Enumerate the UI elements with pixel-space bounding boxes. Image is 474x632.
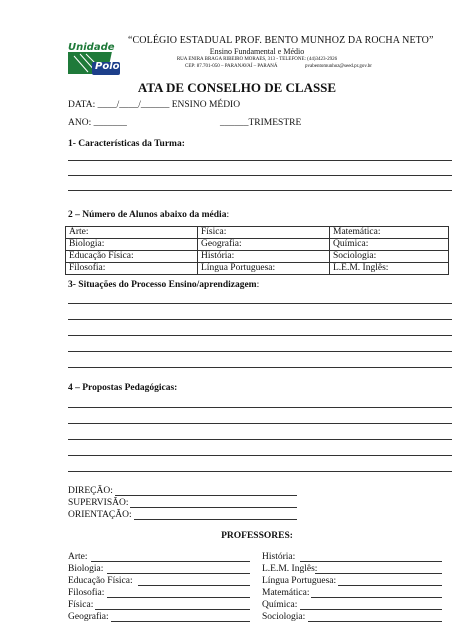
professor-label: L.E.M. Inglês:: [262, 564, 318, 574]
answer-line: [68, 319, 452, 320]
school-level: Ensino Fundamental e Médio: [209, 47, 305, 56]
table-cell: Filosofia:: [66, 263, 198, 275]
direction-signature-line: [115, 495, 297, 496]
school-address: RUA ENIRA BRAGA RIBEIRO MORAES, 313 - TELEFONE: (44)3423-2926: [176, 57, 338, 62]
table-cell: Educação Física:: [66, 251, 198, 263]
table-cell: Língua Portuguesa:: [198, 263, 330, 275]
professor-label: Sociologia:: [262, 612, 306, 622]
section-1-heading: 1- Características da Turma:: [68, 139, 185, 149]
school-name: “COLÉGIO ESTADUAL PROF. BENTO MUNHOZ DA ROCHA NETO”: [128, 35, 434, 46]
answer-line: [68, 303, 452, 304]
logo-bottom-text: Polo: [95, 61, 120, 72]
section-3-heading: [68, 280, 259, 290]
professors-heading: PROFESSORES:: [221, 531, 293, 541]
supervision-label: SUPERVISÃO:: [68, 498, 129, 508]
signature-line: [91, 561, 250, 562]
section-4-heading: 4 – Propostas Pedagógicas:: [68, 383, 178, 393]
professor-label: Geografia:: [68, 612, 109, 622]
direction-label: DIREÇÃO:: [68, 486, 113, 496]
students-below-average-table: [65, 226, 449, 275]
signature-line: [111, 621, 250, 622]
answer-line: [68, 455, 452, 456]
school-email: pvabentomunhoz@seed.pr.gov.br: [305, 64, 372, 69]
page-title: ATA DE CONSELHO DE CLASSE: [137, 80, 337, 95]
signature-line: [308, 621, 442, 622]
table-cell: Sociologia:: [330, 251, 449, 263]
answer-line: [68, 367, 452, 368]
answer-line: [68, 175, 452, 176]
answer-line: [68, 407, 452, 408]
answer-line: [68, 335, 452, 336]
orientation-signature-line: [134, 519, 297, 520]
signature-line: [315, 573, 442, 574]
section-3-heading-text: 3- Situações do Processo Ensino/aprendizagem: [68, 280, 257, 290]
answer-line: [68, 160, 452, 161]
table-cell: Biologia:: [66, 239, 198, 251]
section-2-heading: [68, 210, 229, 220]
table-cell: Matemática:: [330, 227, 449, 239]
signature-line: [300, 561, 442, 562]
answer-line: [68, 423, 452, 424]
professor-label: Educação Física:: [68, 576, 133, 586]
date-field: DATA: ____/____/______ ENSINO MÉDIO: [68, 100, 241, 110]
answer-line: [68, 190, 452, 191]
section-3-colon: :: [256, 280, 260, 290]
year-field: ANO: _______: [68, 118, 127, 128]
answer-line: [68, 471, 452, 472]
answer-line: [68, 439, 452, 440]
signature-line: [311, 597, 442, 598]
professor-label: Filosofia:: [68, 588, 105, 598]
signature-line: [107, 597, 250, 598]
professor-label: Língua Portuguesa:: [262, 576, 337, 586]
professor-label: Matemática:: [262, 588, 310, 598]
professor-label: Biologia:: [68, 564, 104, 574]
table-cell: Arte:: [66, 227, 198, 239]
table-cell: Física:: [198, 227, 330, 239]
table-cell: L.E.M. Inglês:: [330, 263, 449, 275]
signature-line: [107, 573, 250, 574]
answer-line: [68, 351, 452, 352]
orientation-label: ORIENTAÇÃO:: [68, 510, 132, 520]
table-row: [66, 251, 449, 263]
school-cep: CEP: 87.701-050 – PARANAVAÍ – PARANÁ: [185, 64, 278, 69]
table-row: [66, 239, 449, 251]
table-cell: História:: [198, 251, 330, 263]
professor-label: Química:: [262, 600, 298, 610]
professor-label: Física:: [68, 600, 94, 610]
signature-line: [95, 609, 250, 610]
trimester-field: ______TRIMESTRE: [220, 118, 302, 128]
table-row: [66, 263, 449, 275]
professor-label: História:: [262, 552, 296, 562]
table-cell: Geografia:: [198, 239, 330, 251]
table-cell: Química:: [330, 239, 449, 251]
section-2-heading-text: 2 – Número de Alunos abaixo da média: [68, 210, 227, 220]
logo-top-text: Unidade: [68, 42, 115, 53]
signature-line: [300, 609, 442, 610]
table-row: [66, 227, 449, 239]
signature-line: [138, 585, 250, 586]
section-2-colon: :: [226, 210, 230, 220]
signature-line: [338, 585, 442, 586]
professor-label: Arte:: [68, 552, 88, 562]
supervision-signature-line: [130, 507, 297, 508]
